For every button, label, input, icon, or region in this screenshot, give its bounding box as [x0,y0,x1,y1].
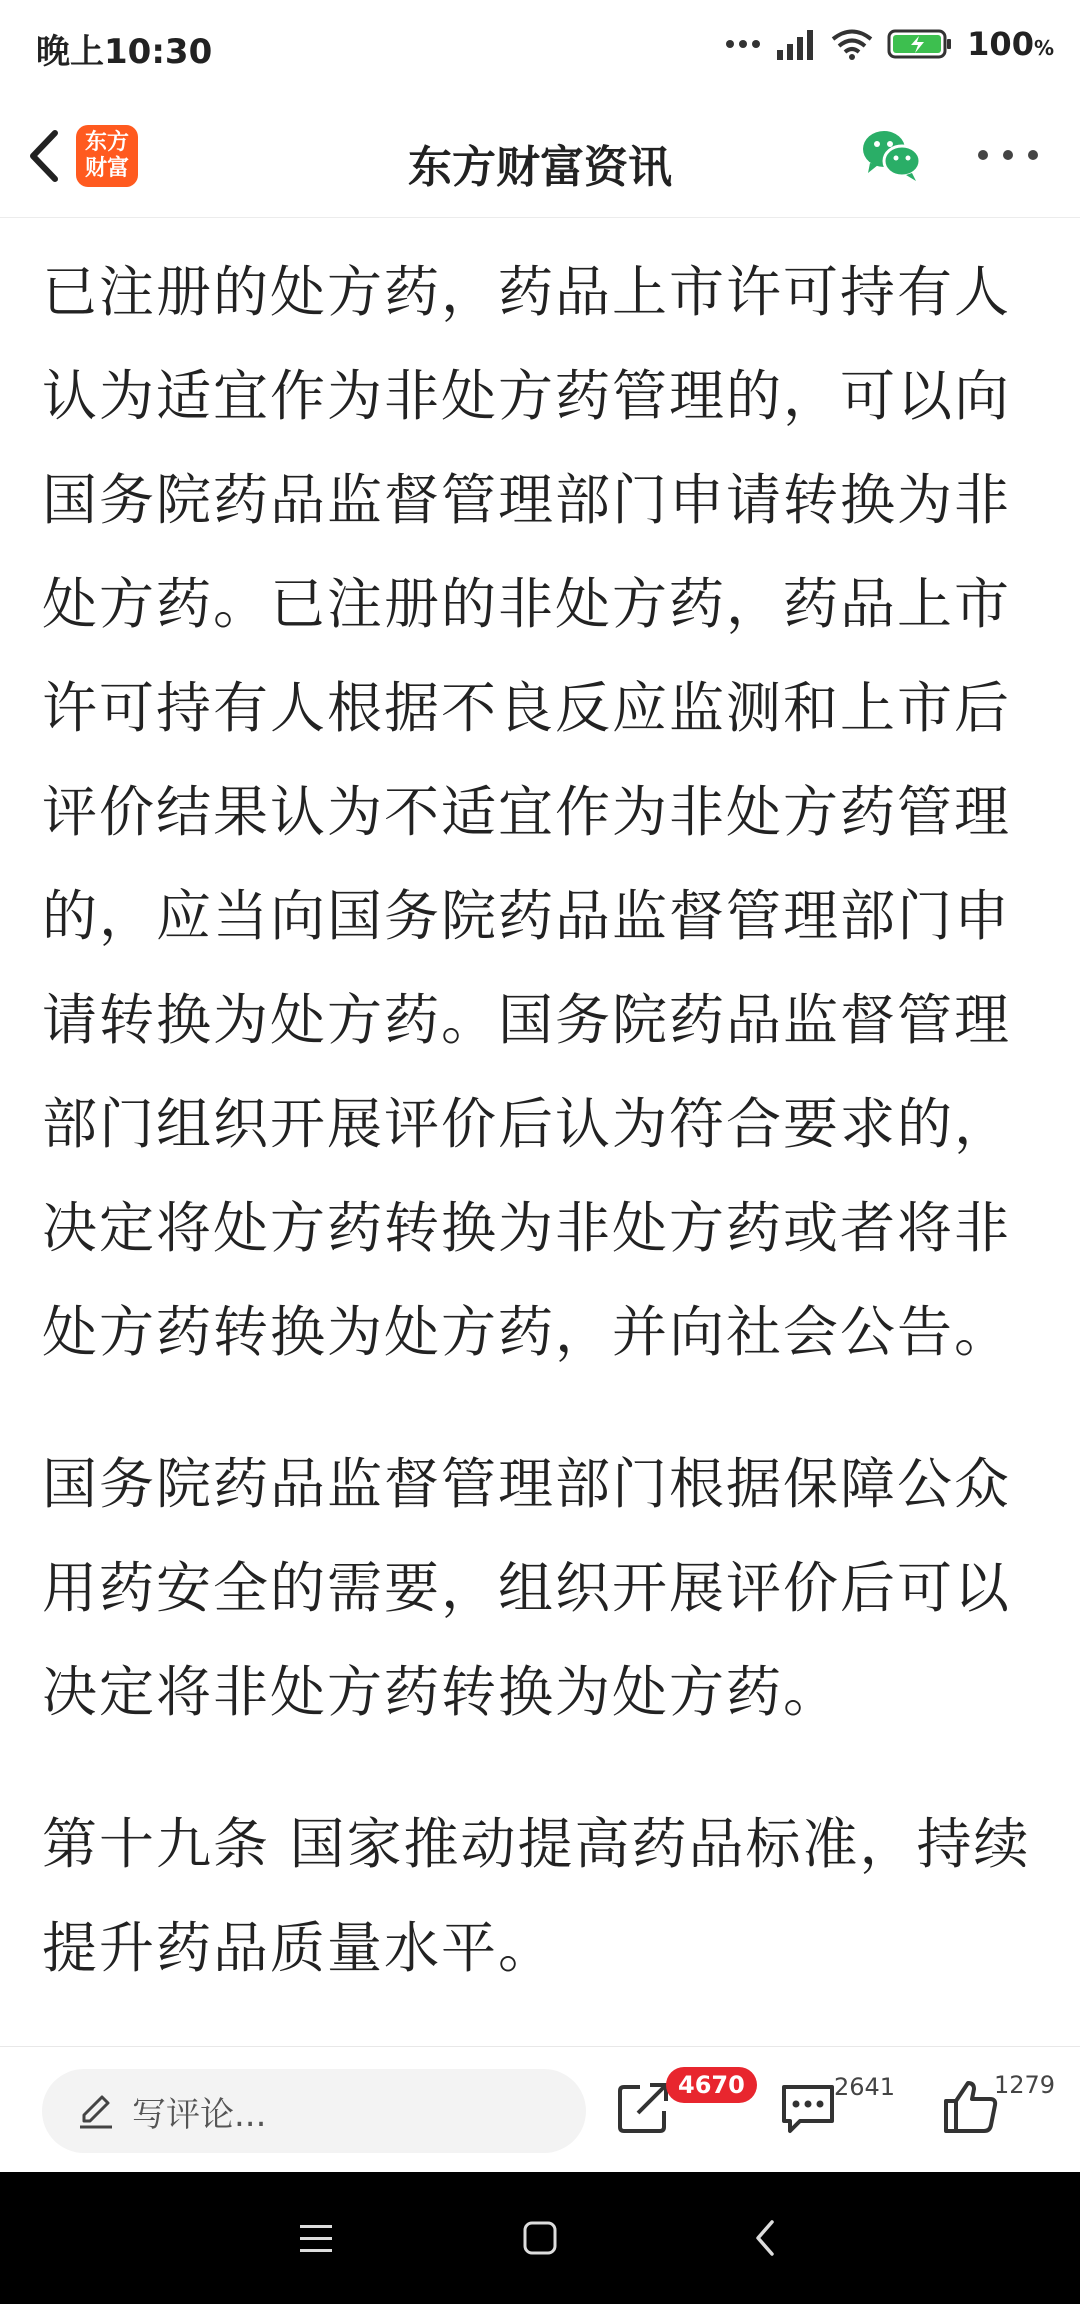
article-body [42,240,1042,2046]
logo-line1: 东方 [84,130,129,155]
app-header [0,95,1080,218]
comment-input[interactable] [42,2069,586,2153]
like-button[interactable] [940,2077,1000,2137]
comment-count: 2641 [834,2073,896,2101]
wechat-icon [860,125,924,185]
battery-icon [887,28,953,60]
wifi-icon [831,28,873,60]
pen-icon [76,2091,116,2131]
more-icon-dot [1003,150,1013,160]
article-paragraph: 已注册的处方药，药品上市许可持有人认为适宜作为非处方药管理的，可以向国务院药品监督管理部门申请转换为非处方药。已注册的非处方药，药品上市许可持有人根据不良反应监测和上市后评价结果认为不适宜作为非处方药管理的，应当向国务院药品监督管理部门申请转换为处方药。国务院药品监督管理部门组织开展评价后认为符合要求的，决定将处方药转换为非处方药或者将非处方药转换为处方药，并向社会公告。 [42,260,1012,1364]
wechat-share-button[interactable] [860,125,924,185]
status-bar [0,0,1080,95]
home-icon[interactable] [522,2220,558,2256]
like-count: 1279 [994,2071,1056,2099]
page-title: 东方财富资讯 [408,142,672,193]
action-bar [0,2046,1080,2173]
more-button[interactable] [978,135,1038,175]
more-icon [978,150,988,160]
comment-icon [778,2077,838,2137]
dots-icon [725,38,761,50]
share-count-badge: 4670 [666,2067,757,2103]
article-paragraph: 国务院药品监督管理部门根据保障公众用药安全的需要，组织开展评价后可以决定将非处方药转换为处方药。 [42,1452,1012,1724]
share-icon [614,2077,674,2137]
status-icons [725,24,1054,64]
menu-icon[interactable] [298,2222,334,2256]
status-time: 晚上10:30 [36,32,213,72]
battery-level: 100% [967,25,1054,63]
article-paragraph: 第十九条 国家推动提高药品标准，持续提升药品质量水平。 [42,1812,1031,1980]
system-nav-bar [0,2172,1080,2304]
nav-back-icon[interactable] [750,2218,780,2258]
comment-placeholder: 写评论... [132,2094,267,2135]
share-button[interactable] [614,2077,674,2137]
like-icon [940,2077,1000,2137]
more-icon-dot [1028,150,1038,160]
logo-line2: 财富 [84,156,129,181]
signal-icon [775,28,817,60]
comment-button[interactable] [778,2077,838,2137]
